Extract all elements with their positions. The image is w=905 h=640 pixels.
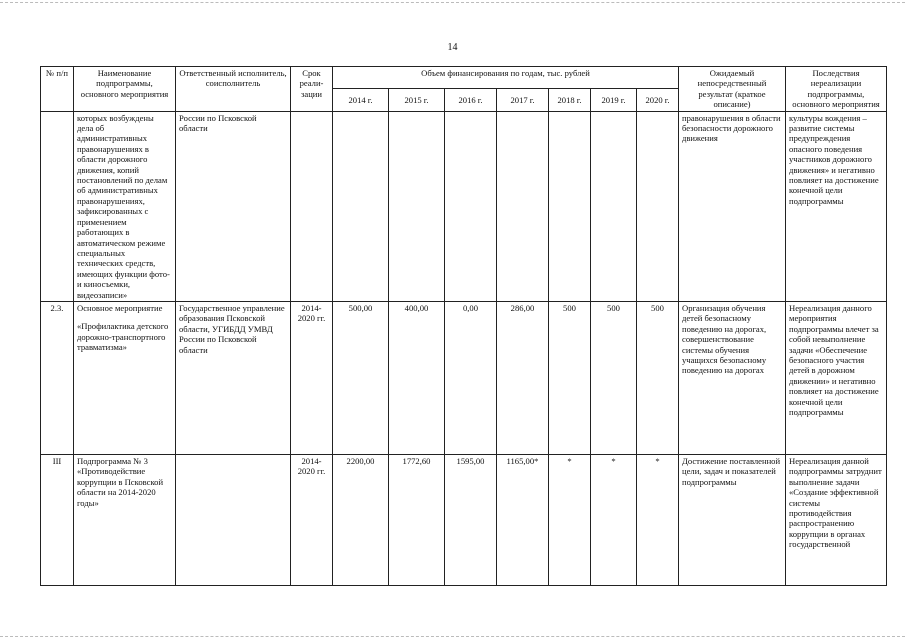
row-consequences: Нереализация данного мероприятия подпрограммы влечет за собой невыполнение задачи «Обеспечение безопасного участия детей в дорожном движении» и негативно повлияет на достижение конечной цели подпрограммы [786, 301, 887, 454]
row-value: 400,00 [389, 301, 445, 454]
header-year: 2019 г. [591, 89, 637, 111]
header-num: № п/п [41, 67, 74, 112]
header-executor: Ответственный исполнитель, соисполнитель [176, 67, 291, 112]
row-executor [176, 454, 291, 585]
header-name: Наименование подпрограммы, основного мероприятия [74, 67, 176, 112]
row-term [291, 111, 333, 301]
program-table [40, 66, 887, 586]
row-name-text: Подпрограмма № 3 «Противодействие коррупции в Псковской области на 2014-2020 годы» [77, 455, 164, 508]
row-value: 0,00 [445, 301, 497, 454]
row-result: Организация обучения детей безопасному поведению на дорогах, совершенствование системы обучения учащихся безопасному поведению на дорогах [679, 301, 786, 454]
header-year: 2014 г. [333, 89, 389, 111]
row-value: 500 [637, 301, 679, 454]
row-num [41, 111, 74, 301]
paragraph-gap [77, 313, 172, 321]
row-value: * [549, 454, 591, 585]
header-consequences: Последствия нереализации подпрограммы, основного мероприятия [786, 67, 887, 112]
row-value: 286,00 [497, 301, 549, 454]
page-number: 14 [447, 42, 458, 53]
row-value [333, 111, 389, 301]
row-result: Достижение поставленной цели, задач и показателей подпрограммы [679, 454, 786, 585]
header-year: 2015 г. [389, 89, 445, 111]
header-result: Ожидаемый непосредственный результат (краткое описание) [679, 67, 786, 112]
table-row [41, 111, 887, 301]
row-name-text: которых возбуждены дела об административных правонарушениях в области дорожного движения, копий постановлений по делам об административных правонарушениях, зафиксированных с применением работающих в автоматическом режиме специальных технических средств, имеющих функции фото- и киносъемки, видеозаписи» [77, 112, 170, 300]
row-value [389, 111, 445, 301]
header-year: 2020 г. [637, 89, 679, 111]
row-executor: Государственное управление образования Псковской области, УГИБДД УМВД России по Псковской области [176, 301, 291, 454]
top-scan-edge [0, 2, 905, 3]
row-value: 1772,60 [389, 454, 445, 585]
row-num: 2.3. [41, 301, 74, 454]
row-value: 1595,00 [445, 454, 497, 585]
row-value: 2200,00 [333, 454, 389, 585]
row-term: 2014-2020 гг. [291, 301, 333, 454]
row-name-text: Основное мероприятие [77, 302, 163, 313]
row-value [591, 111, 637, 301]
header-year: 2016 г. [445, 89, 497, 111]
header-year: 2018 г. [549, 89, 591, 111]
row-num: III [41, 454, 74, 585]
row-name [74, 301, 176, 454]
bottom-scan-edge [0, 636, 905, 637]
row-value: * [591, 454, 637, 585]
row-value [445, 111, 497, 301]
header-year: 2017 г. [497, 89, 549, 111]
row-consequences: Нереализация данной подпрограммы затруднит выполнение задачи «Создание эффективной системы противодействия распространению коррупции в органах государственной [786, 454, 887, 585]
row-value: 1165,00* [497, 454, 549, 585]
row-value: 500 [591, 301, 637, 454]
row-name [74, 454, 176, 585]
row-value: * [637, 454, 679, 585]
row-term: 2014-2020 гг. [291, 454, 333, 585]
row-name-extra: «Профилактика детского дорожно-транспортного травматизма» [77, 321, 169, 353]
row-result: правонарушения в области безопасности дорожного движения [679, 111, 786, 301]
row-value [497, 111, 549, 301]
header-term: Срок реали-зации [291, 67, 333, 112]
header-funding: Объем финансирования по годам, тыс. рублей [333, 67, 679, 89]
row-executor: России по Псковской области [176, 111, 291, 301]
table-row [41, 454, 887, 585]
row-value: 500,00 [333, 301, 389, 454]
row-name [74, 111, 176, 301]
row-value [637, 111, 679, 301]
table-row [41, 301, 887, 454]
row-consequences: культуры вождения – развитие системы предупреждения опасного поведения участников дорожного движения» и негативно повлияет на достижение конечной цели подпрограммы [786, 111, 887, 301]
row-value: 500 [549, 301, 591, 454]
header-row-top [41, 67, 887, 89]
row-value [549, 111, 591, 301]
